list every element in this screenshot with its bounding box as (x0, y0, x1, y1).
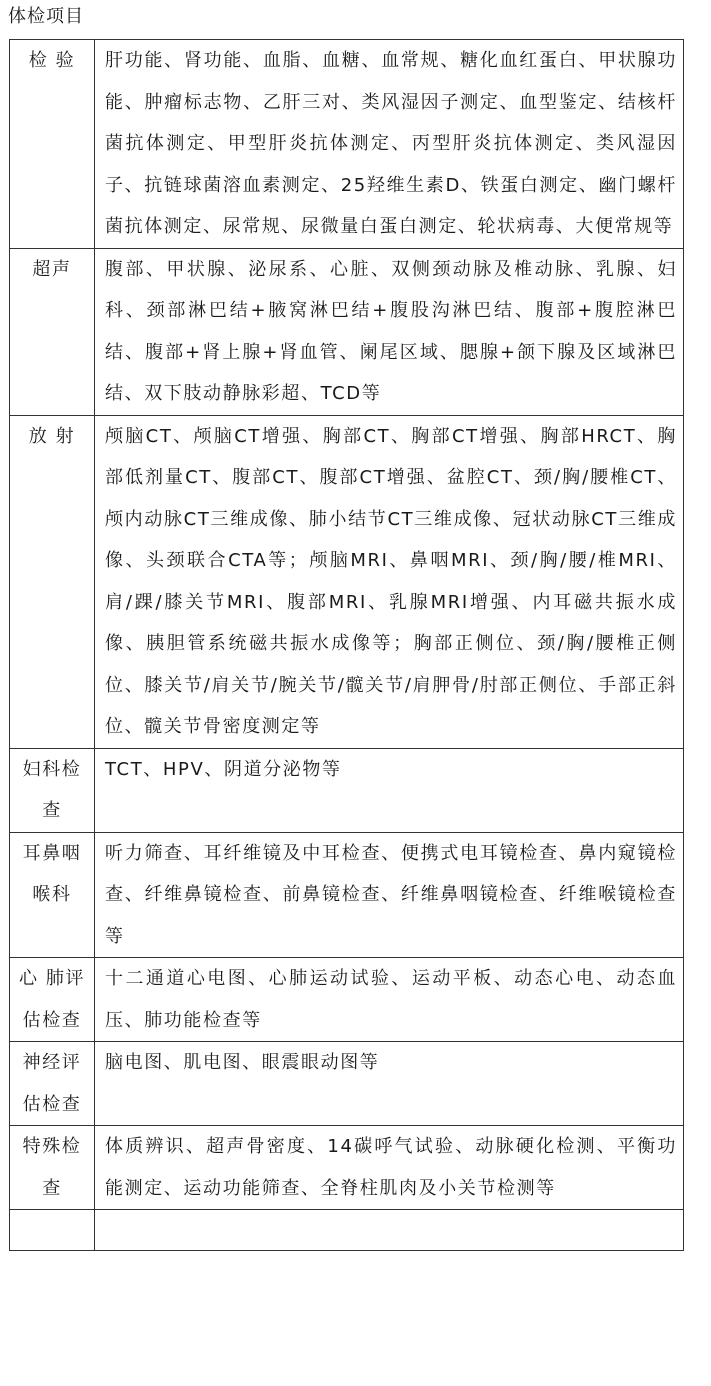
category-label: 超声 (32, 258, 72, 280)
table-row (10, 958, 684, 1042)
category-cell (10, 415, 95, 748)
table-row (10, 1042, 684, 1126)
category-label: 检 验 (28, 50, 76, 71)
items-cell (95, 832, 684, 958)
category-label: 心 肺评 估检查 (18, 968, 86, 1031)
items-text: 肝功能、肾功能、血脂、血糖、血常规、糖化血红蛋白、甲状腺功能、肿瘤标志物、乙肝三对、类风湿因子测定、血型鉴定、结核杆菌抗体测定、甲型肝炎抗体测定、丙型肝炎抗体测定、类风湿因子、抗链球菌溶血素测定、25羟维生素D、铁蛋白测定、幽门螺杆菌抗体测定、尿常规、尿微量白蛋白测定、轮状病毒、大便常规等 (105, 50, 677, 237)
category-label: 妇科检查 (22, 758, 82, 821)
table-row (10, 415, 684, 748)
items-cell (95, 1210, 684, 1251)
items-text: 体质辨识、超声骨密度、14碳呼气试验、动脉硬化检测、平衡功能测定、运动功能筛查、全脊柱肌肉及小关节检测等 (105, 1136, 677, 1199)
table-row (10, 1126, 684, 1210)
table-row (10, 248, 684, 415)
items-cell (95, 40, 684, 249)
category-cell (10, 1126, 95, 1210)
category-cell (10, 958, 95, 1042)
category-label: 神经评估检查 (22, 1052, 82, 1115)
items-cell (95, 748, 684, 832)
items-text: TCT、HPV、阴道分泌物等 (105, 758, 342, 780)
table-row (10, 40, 684, 249)
category-cell (10, 1042, 95, 1126)
items-cell (95, 1126, 684, 1210)
items-cell (95, 958, 684, 1042)
exam-items-table (9, 39, 684, 1251)
items-text: 脑电图、肌电图、眼震眼动图等 (105, 1052, 380, 1073)
category-cell (10, 248, 95, 415)
items-text: 腹部、甲状腺、泌尿系、心脏、双侧颈动脉及椎动脉、乳腺、妇科、颈部淋巴结+腋窝淋巴结+腹股沟淋巴结、腹部+腹腔淋巴结、腹部+肾上腺+肾血管、阑尾区域、腮腺+颌下腺及区域淋巴结、双下肢动静脉彩超、TCD等 (105, 258, 677, 404)
category-cell (10, 832, 95, 958)
items-cell (95, 415, 684, 748)
category-label: 耳鼻咽喉科 (22, 842, 82, 905)
category-cell (10, 748, 95, 832)
category-label: 特殊检查 (22, 1136, 82, 1199)
items-text: 听力筛查、耳纤维镜及中耳检查、便携式电耳镜检查、鼻内窥镜检查、纤维鼻镜检查、前鼻镜检查、纤维鼻咽镜检查、纤维喉镜检查等 (105, 842, 677, 947)
items-cell (95, 248, 684, 415)
category-cell (10, 40, 95, 249)
category-cell (10, 1210, 95, 1251)
items-cell (95, 1042, 684, 1126)
table-row (10, 832, 684, 958)
items-text: 颅脑CT、颅脑CT增强、胸部CT、胸部CT增强、胸部HRCT、胸部低剂量CT、腹部CT、腹部CT增强、盆腔CT、颈/胸/腰椎CT、颅内动脉CT三维成像、肺小结节CT三维成像、冠状动脉CT三维成像、头颈联合CTA等；颅脑MRI、鼻咽MRI、颈/胸/腰/椎MRI、肩/踝/膝关节MRI、腹部MRI、乳腺MRI增强、内耳磁共振水成像、胰胆管系统磁共振水成像等；胸部正侧位、颈/胸/腰椎正侧位、膝关节/肩关节/腕关节/髋关节/肩胛骨/肘部正侧位、手部正斜位、髋关节骨密度测定等 (105, 425, 677, 737)
page-title: 体检项目 (8, 6, 84, 27)
items-text: 十二通道心电图、心肺运动试验、运动平板、动态心电、动态血压、肺功能检查等 (105, 968, 677, 1031)
table-row (10, 1210, 684, 1251)
table-row (10, 748, 684, 832)
category-label: 放 射 (28, 425, 76, 447)
